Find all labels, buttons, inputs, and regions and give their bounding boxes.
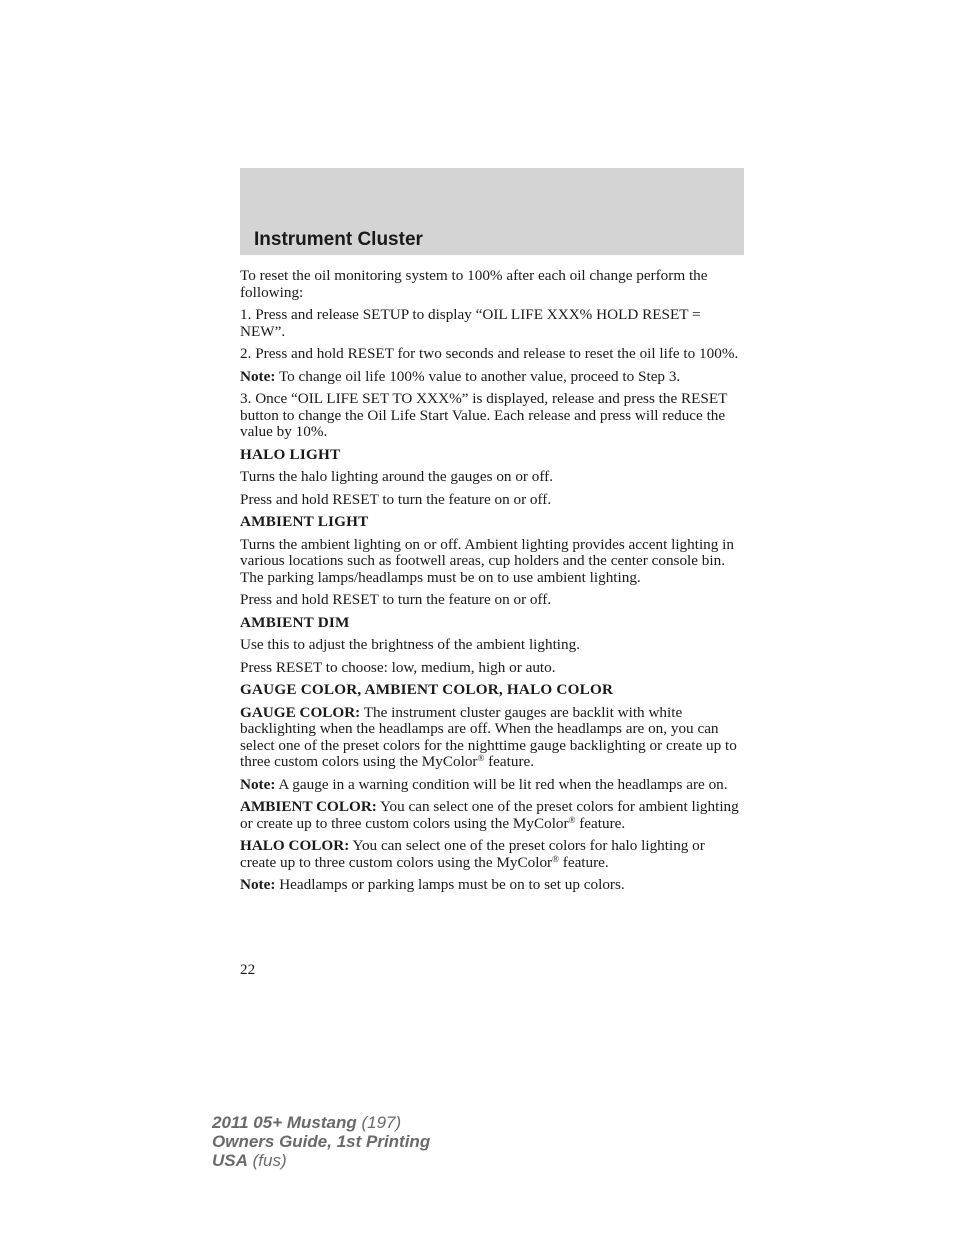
gauge-color-text: The instrument cluster gauges are backlit with white backlighting when the headlamps are off. When the headlamps are on, you can select one of the preset colors for the nighttime gauge backlighting or create up to three custom colors using the MyColor xyxy=(240,703,737,770)
step-2: 2. Press and hold RESET for two seconds and release to reset the oil life to 100%. xyxy=(240,345,739,362)
note-text: A gauge in a warning condition will be lit red when the headlamps are on. xyxy=(275,775,728,793)
halo-color-tail: feature. xyxy=(558,853,609,871)
color-heading: GAUGE COLOR, AMBIENT COLOR, HALO COLOR xyxy=(240,681,614,698)
footer-printing: Owners Guide, 1st Printing xyxy=(212,1132,431,1151)
step-1: 1. Press and release SETUP to display “OIL LIFE XXX% HOLD RESET = NEW”. xyxy=(240,306,701,340)
registered-mark: ® xyxy=(477,753,485,763)
ambient-color-paragraph xyxy=(240,799,744,832)
intro-paragraph: To reset the oil monitoring system to 100% after each oil change perform the following: xyxy=(240,267,708,301)
step-3: 3. Once “OIL LIFE SET TO XXX%” is displayed, release and press the RESET button to change the Oil Life Start Value. Each release and press will reduce the value by 10%. xyxy=(240,390,728,440)
gauge-color-tail: feature. xyxy=(484,753,535,770)
footer-line-3 xyxy=(212,1151,430,1170)
section-title: Instrument Cluster xyxy=(254,229,423,250)
note-gauge-warning xyxy=(240,777,744,794)
footer-model-code: (197) xyxy=(356,1113,402,1132)
note-label: Note: xyxy=(240,876,276,893)
section-header-band xyxy=(240,168,744,255)
gauge-color-label: GAUGE COLOR: xyxy=(240,703,361,721)
halo-color-text: You can select one of the preset colors for halo lighting or create up to three custom colors using the MyColor xyxy=(240,837,705,871)
ambient-color-tail: feature. xyxy=(575,814,626,832)
ambient-color-text: You can select one of the preset colors for ambient lighting or create up to three custom colors using the MyColor xyxy=(240,798,739,832)
ambient-dim-paragraph-2: Press RESET to choose: low, medium, high or auto. xyxy=(240,658,556,676)
halo-color-paragraph xyxy=(240,838,744,871)
gauge-color-paragraph xyxy=(240,705,744,771)
page-number: 22 xyxy=(240,961,256,978)
registered-mark: ® xyxy=(552,853,559,864)
ambient-light-heading: AMBIENT LIGHT xyxy=(240,513,369,530)
halo-light-paragraph-1: Turns the halo lighting around the gauges on or off. xyxy=(240,468,553,485)
note-text: To change oil life 100% value to another value, proceed to Step 3. xyxy=(275,367,681,385)
footer-imprint xyxy=(212,1113,430,1170)
footer-line-1 xyxy=(212,1113,430,1132)
note-step3 xyxy=(240,369,744,386)
note-label: Note: xyxy=(240,775,276,793)
halo-light-heading: HALO LIGHT xyxy=(240,445,341,463)
halo-color-label: HALO COLOR: xyxy=(240,837,350,854)
footer-region: USA xyxy=(212,1151,248,1170)
footer-line-2 xyxy=(212,1132,430,1151)
ambient-dim-paragraph-1: Use this to adjust the brightness of the ambient lighting. xyxy=(240,636,580,653)
ambient-dim-heading: AMBIENT DIM xyxy=(240,613,350,631)
ambient-color-label: AMBIENT COLOR: xyxy=(240,798,377,815)
footer-region-code: (fus) xyxy=(247,1151,287,1170)
ambient-light-paragraph-1: Turns the ambient lighting on or off. Ambient lighting provides accent lighting in various locations such as footwell areas, cup holders and the center console bin. The parking lamps/headlamps must be on to use ambient lighting. xyxy=(240,535,734,586)
note-headlamps xyxy=(240,877,744,894)
ambient-light-paragraph-2: Press and hold RESET to turn the feature on or off. xyxy=(240,591,552,608)
note-text: Headlamps or parking lamps must be on to set up colors. xyxy=(275,876,625,893)
page-body xyxy=(240,268,744,900)
registered-mark: ® xyxy=(568,814,576,825)
footer-model: 2011 05+ Mustang xyxy=(212,1113,357,1132)
halo-light-paragraph-2: Press and hold RESET to turn the feature on or off. xyxy=(240,490,552,508)
note-label: Note: xyxy=(240,367,276,385)
